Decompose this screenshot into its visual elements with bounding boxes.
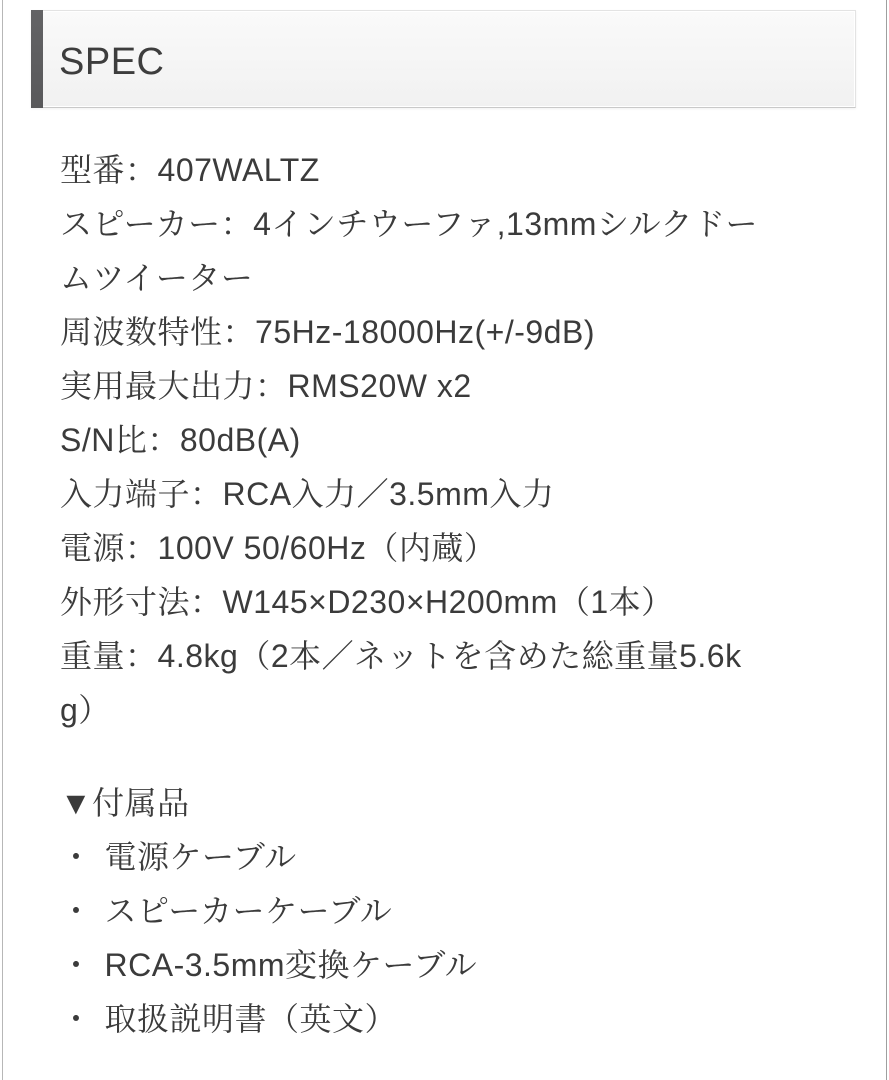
spec-item-power <box>60 521 772 575</box>
spec-value: 4インチウーファ,13mmシルクドームツイーター <box>60 206 759 296</box>
spec-item-speaker <box>60 197 772 305</box>
accessory-text: 電源ケーブル <box>104 839 297 875</box>
bullet-icon: ・ <box>60 839 93 875</box>
accessories-heading-text: 付属品 <box>92 785 190 821</box>
spec-value: 100V 50/60Hz（内蔵） <box>157 530 497 566</box>
spec-label: スピーカー <box>60 206 221 242</box>
spec-separator: ： <box>125 530 158 566</box>
spec-label: 重量 <box>60 638 126 674</box>
spec-label: 周波数特性 <box>60 314 223 350</box>
spec-label: 外形寸法 <box>60 584 191 620</box>
spec-item-weight <box>60 629 772 737</box>
accessory-item-speaker-cable <box>60 884 772 938</box>
spec-separator: ： <box>125 638 158 674</box>
accessory-text: RCA-3.5mm変換ケーブル <box>104 947 478 983</box>
spec-content <box>60 143 772 1046</box>
spec-label: 電源 <box>60 530 126 566</box>
spec-item-model <box>60 143 772 197</box>
spec-item-input-terminals <box>60 467 772 521</box>
spec-separator: ： <box>222 314 256 350</box>
spec-separator: ： <box>125 152 158 188</box>
spec-separator: ： <box>190 476 223 512</box>
spec-separator: ： <box>190 584 223 620</box>
accessory-text: スピーカーケーブル <box>104 893 393 929</box>
spec-value: 75Hz-18000Hz(+/-9dB) <box>255 314 595 350</box>
bullet-icon: ・ <box>60 1001 93 1037</box>
spec-label: 型番 <box>60 152 126 188</box>
accessory-item-rca-cable <box>60 938 772 992</box>
spec-item-max-output <box>60 359 772 413</box>
bullet-icon: ・ <box>60 893 93 929</box>
accessory-text: 取扱説明書（英文） <box>104 1001 398 1037</box>
spec-value: RMS20W x2 <box>287 368 472 404</box>
accessory-item-manual <box>60 992 772 1046</box>
spec-label: 実用最大出力 <box>60 368 256 404</box>
spec-value: 407WALTZ <box>157 152 320 188</box>
section-title: SPEC <box>59 40 165 83</box>
spec-label: 入力端子 <box>60 476 191 512</box>
section-gap <box>60 737 772 776</box>
bullet-icon: ・ <box>60 947 93 983</box>
spec-separator: ： <box>147 422 180 458</box>
spec-value: W145×D230×H200mm（1本） <box>222 584 674 620</box>
spec-item-frequency-response <box>60 305 772 359</box>
spec-value: RCA入力／3.5mm入力 <box>222 476 555 512</box>
header-accent-bar <box>31 10 43 108</box>
accessories-heading <box>60 776 772 830</box>
spec-separator: ： <box>255 368 288 404</box>
spec-item-dimensions <box>60 575 772 629</box>
accessory-item-power-cable <box>60 830 772 884</box>
page-left-border <box>2 0 3 1080</box>
spec-value: 80dB(A) <box>179 422 301 458</box>
spec-section-header <box>31 10 856 108</box>
down-triangle-icon: ▼ <box>60 785 93 821</box>
page-right-border <box>886 0 887 1080</box>
spec-item-sn-ratio <box>60 413 772 467</box>
spec-value: 4.8kg（2本／ネットを含めた総重量5.6kg） <box>60 638 742 728</box>
spec-label: S/N比 <box>60 422 148 458</box>
spec-separator: ： <box>220 206 254 242</box>
